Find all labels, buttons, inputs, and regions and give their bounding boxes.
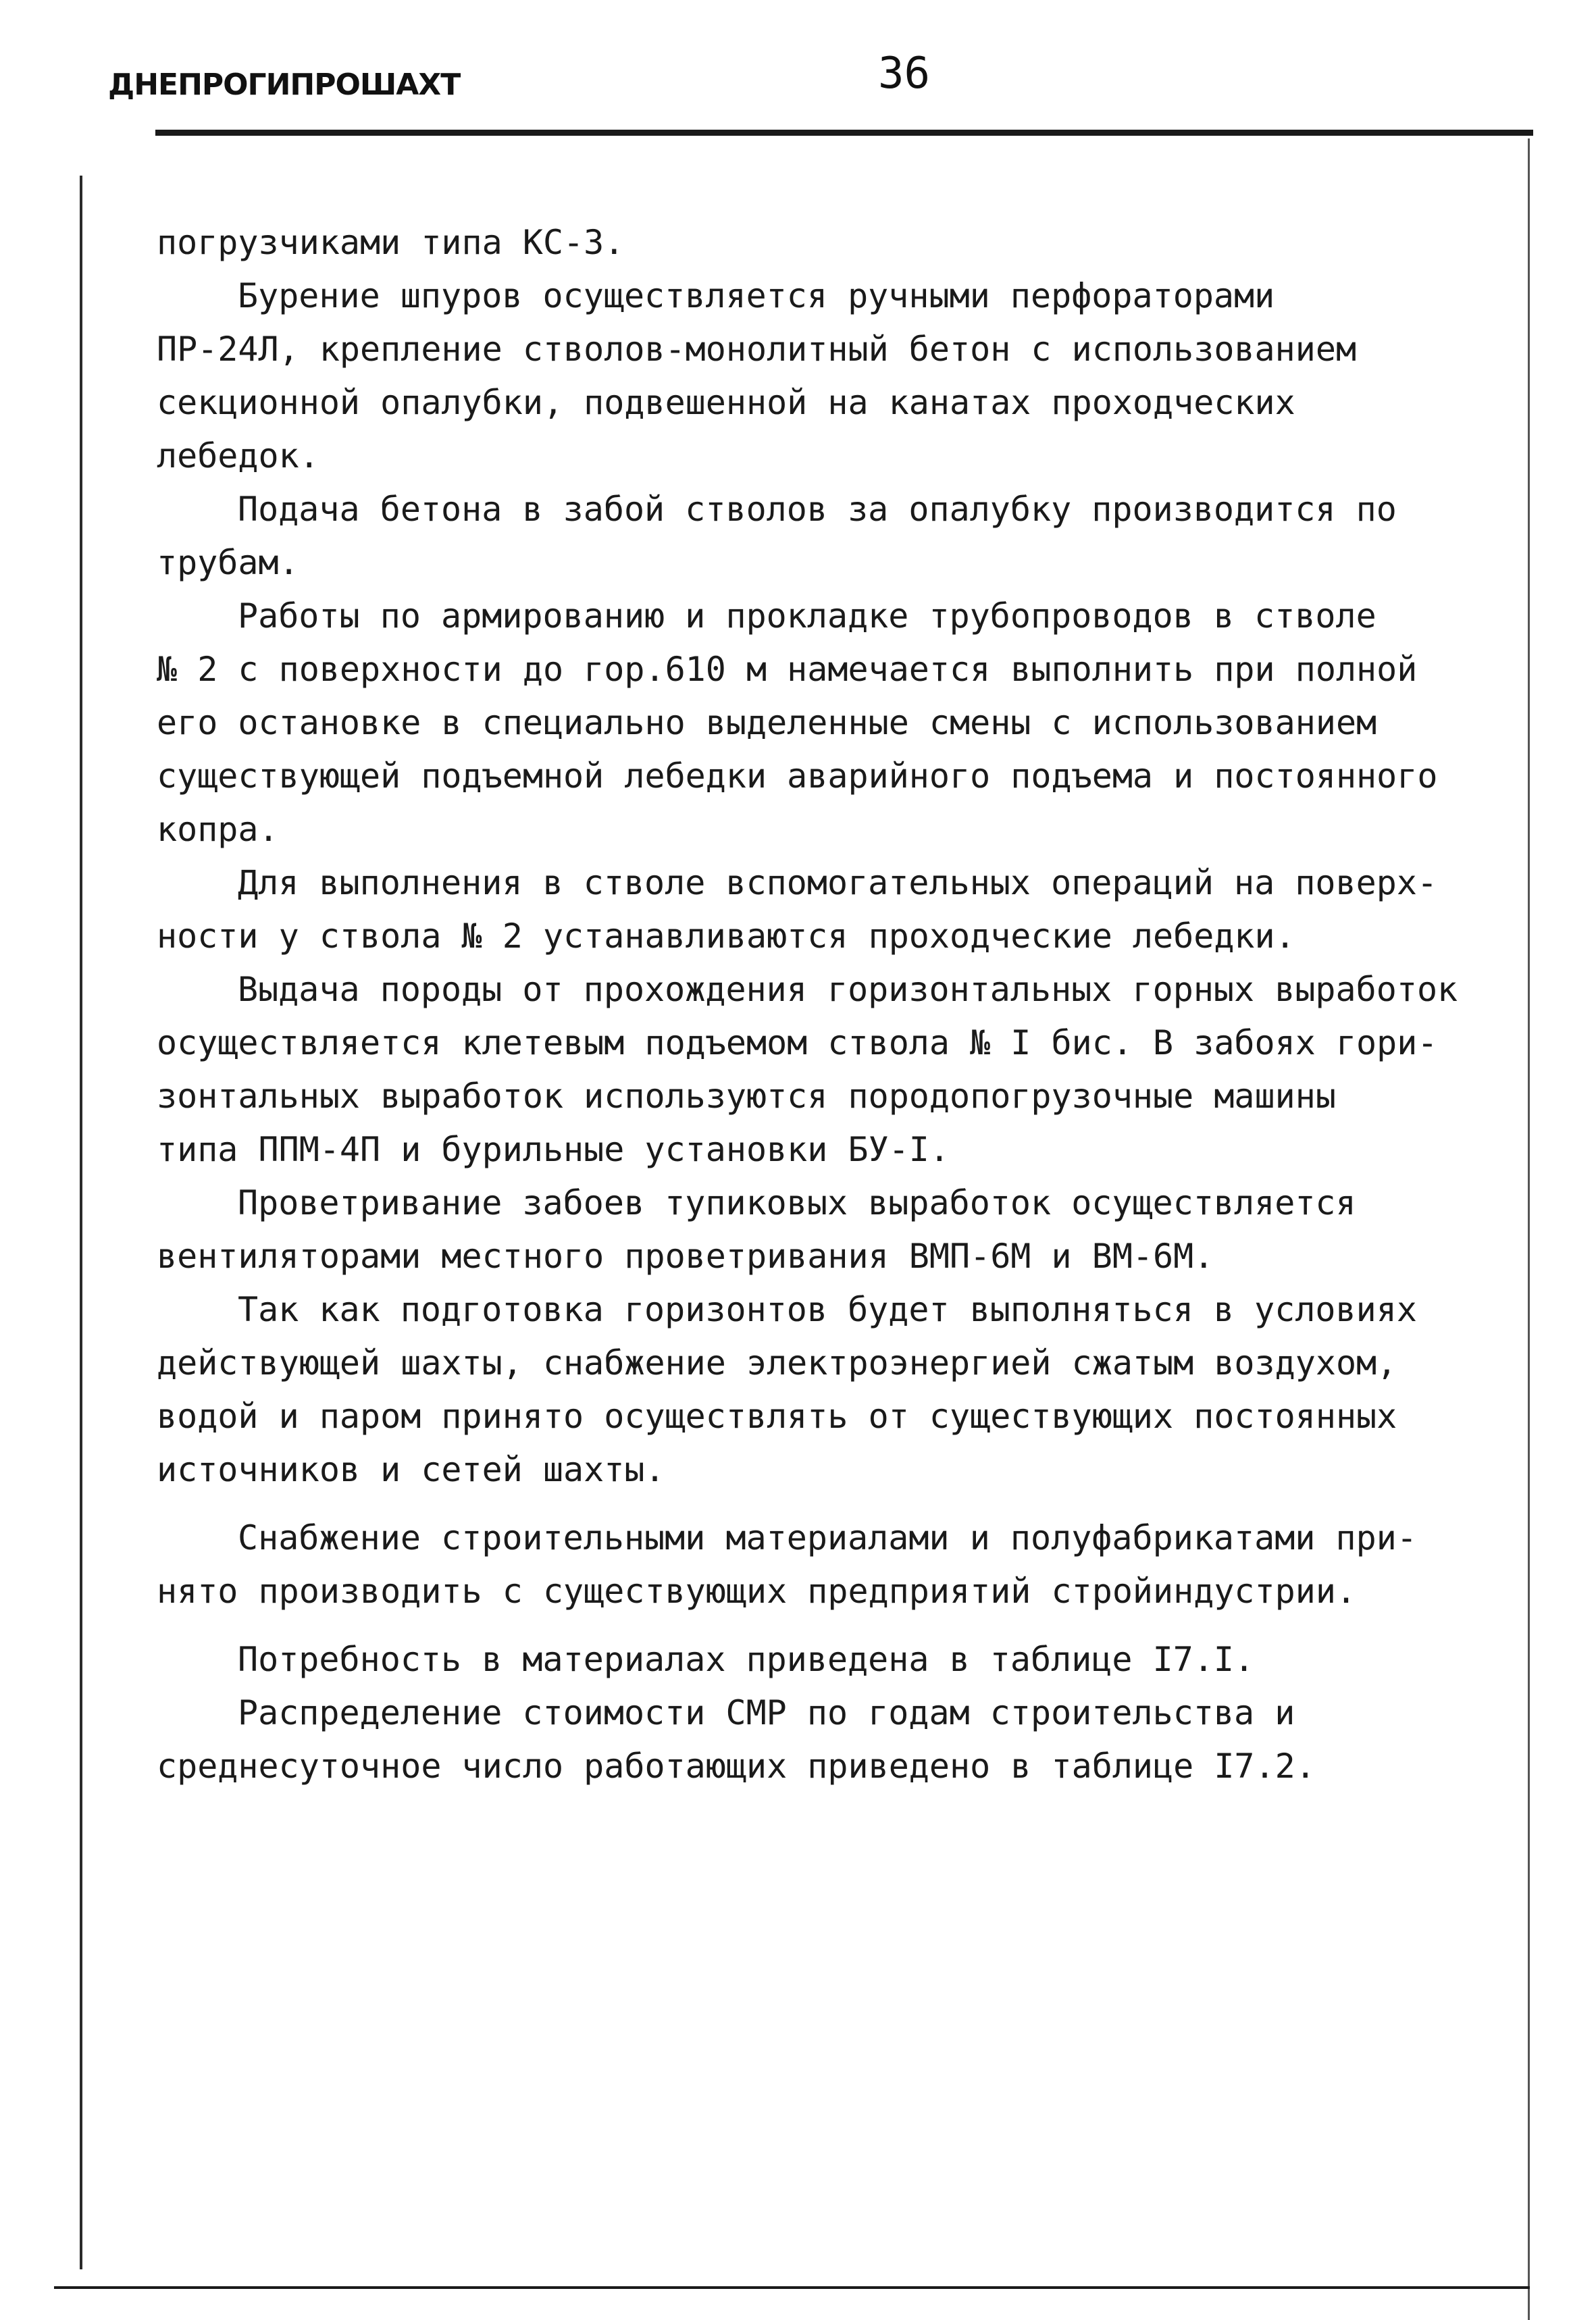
text-line: типа ППМ-4П и бурильные установки БУ-I.: [157, 1130, 950, 1169]
text-line: Снабжение строительными материалами и полуфабрикатами при-: [238, 1518, 1417, 1557]
text-line: нято производить с существующих предприятий стройиндустрии.: [157, 1572, 1357, 1611]
text-line: № 2 с поверхности до гор.610 м намечается выполнить при полной: [157, 650, 1418, 689]
text-line: Потребность в материалах приведена в таблице I7.I.: [238, 1640, 1255, 1679]
paragraph-8: [157, 1283, 1514, 1497]
text-line: Распределение стоимости СМР по годам строительства и: [238, 1693, 1295, 1732]
text-line: Так как подготовка горизонтов будет выполняться в условиях: [238, 1290, 1417, 1329]
text-line: ПР-24Л, крепление стволов-монолитный бетон с использованием: [157, 330, 1357, 369]
text-line: его остановке в специально выделенные смены с использованием: [157, 703, 1377, 742]
text-line: секционной опалубки, подвешенной на канатах проходческих: [157, 383, 1295, 422]
header-rule: [155, 130, 1533, 136]
paragraph-1: [157, 216, 1514, 269]
paragraph-gap: [157, 1618, 1514, 1633]
paragraph-5: [157, 856, 1514, 963]
text-line: осуществляется клетевым подъемом ствола № I бис. В забоях гори-: [157, 1023, 1438, 1062]
text-line: вентиляторами местного проветривания ВМП-6М и ВМ-6М.: [157, 1237, 1214, 1276]
text-line: Проветривание забоев тупиковых выработок осуществляется: [238, 1183, 1356, 1222]
paragraph-9: [157, 1512, 1514, 1618]
text-line: погрузчиками типа КС-3.: [157, 223, 625, 262]
text-line: Работы по армированию и прокладке трубопроводов в стволе: [238, 596, 1376, 636]
paragraph-11: [157, 1686, 1514, 1793]
text-line: трубам.: [157, 543, 299, 582]
paragraph-4: [157, 590, 1514, 856]
frame-right-border: [1528, 138, 1530, 2320]
text-line: Для выполнения в стволе вспомогательных операций на поверх-: [238, 863, 1438, 902]
text-line: существующей подъемной лебедки аварийного подъема и постоянного: [157, 756, 1438, 796]
paragraph-3: [157, 483, 1514, 590]
page-number: 36: [878, 49, 931, 99]
frame-left-border: [80, 176, 82, 2269]
text-line: зонтальных выработок используются породопогрузочные машины: [157, 1077, 1336, 1116]
text-line: среднесуточное число работающих приведено в таблице I7.2.: [157, 1747, 1316, 1786]
document-body: [157, 216, 1514, 1793]
text-line: Выдача породы от прохождения горизонтальных горных выработок: [238, 970, 1458, 1009]
text-line: Подача бетона в забой стволов за опалубку производится по: [238, 490, 1397, 529]
text-line: водой и паром принято осуществлять от существующих постоянных: [157, 1397, 1397, 1436]
text-line: действующей шахты, снабжение электроэнергией сжатым воздухом,: [157, 1343, 1397, 1383]
text-line: лебедок.: [157, 436, 319, 475]
text-line: ности у ствола № 2 устанавливаются проходческие лебедки.: [157, 917, 1295, 956]
paragraph-gap: [157, 1497, 1514, 1512]
paragraph-10: [157, 1633, 1514, 1686]
paragraph-7: [157, 1177, 1514, 1283]
text-line: Бурение шпуров осуществляется ручными перфораторами: [238, 276, 1275, 315]
frame-bottom-border: [54, 2286, 1530, 2289]
text-line: копра.: [157, 810, 279, 849]
paragraph-6: [157, 963, 1514, 1177]
text-line: источников и сетей шахты.: [157, 1450, 665, 1489]
organization-name: ДНЕПРОГИПРОШАХТ: [108, 68, 461, 102]
paragraph-2: [157, 269, 1514, 483]
